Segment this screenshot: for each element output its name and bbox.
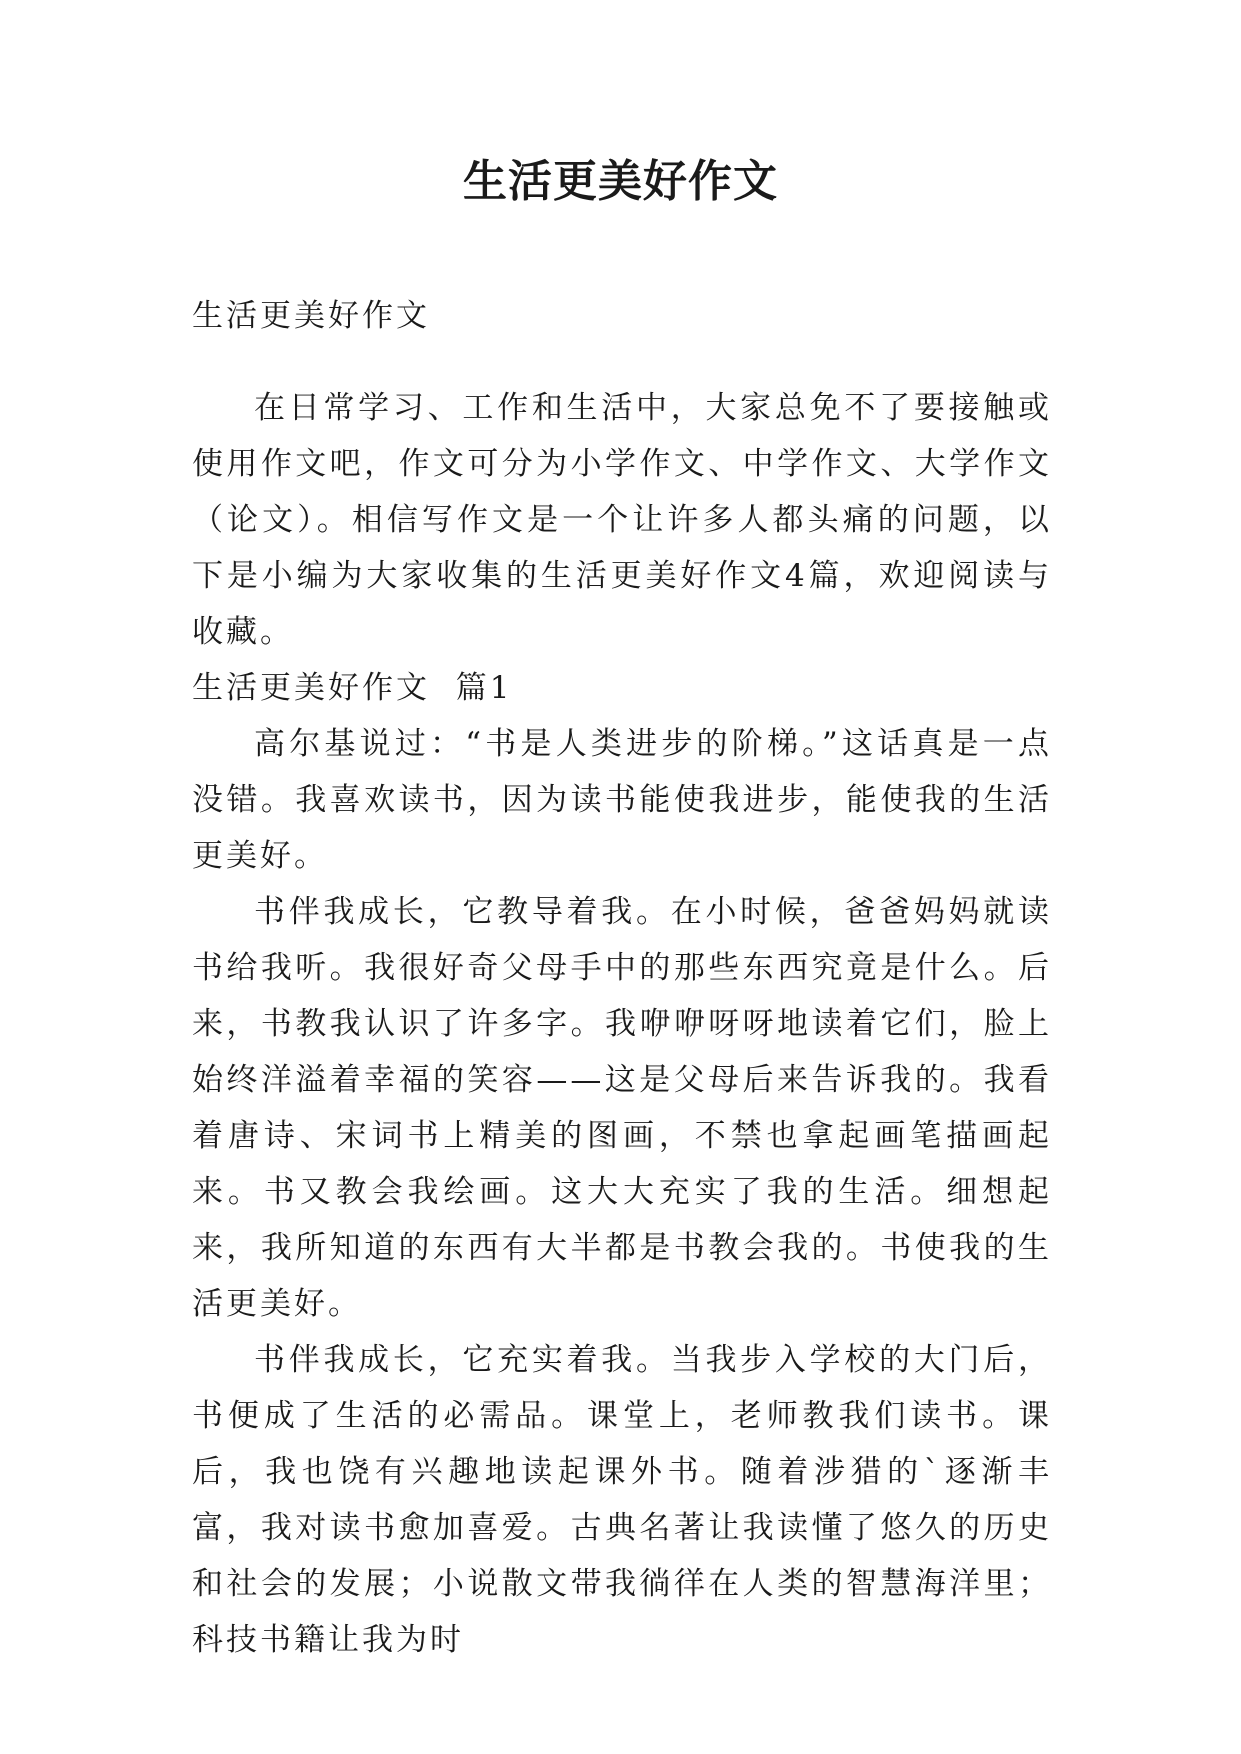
document-subtitle: 生活更美好作文 <box>192 298 430 334</box>
document-title: 生活更美好作文 <box>463 156 778 207</box>
intro-paragraph: 在日常学习、工作和生活中，大家总免不了要接触或使用作文吧，作文可分为小学作文、中学作文、大学作文（论文）。相信写作文是一个让许多人都头痛的问题，以下是小编为大家收集的生活更美好作文4篇，欢迎阅读与收藏。 <box>192 390 1052 650</box>
body-paragraph-1: 高尔基说过：“书是人类进步的阶梯。”这话真是一点没错。我喜欢读书，因为读书能使我进步，能使我的生活更美好。 <box>192 726 1052 874</box>
body-paragraph-3: 书伴我成长，它充实着我。当我步入学校的大门后，书便成了生活的必需品。课堂上，老师教我们读书。课后，我也饶有兴趣地读起课外书。随着涉猎的`逐渐丰富，我对读书愈加喜爱。古典名著让我读懂了悠久的历史和社会的发展；小说散文带我徜徉在人类的智慧海洋里；科技书籍让我为时 <box>192 1342 1052 1658</box>
section-heading: 生活更美好作文 篇1 <box>192 670 513 706</box>
body-paragraph-2: 书伴我成长，它教导着我。在小时候，爸爸妈妈就读书给我听。我很好奇父母手中的那些东西究竟是什么。后来，书教我认识了许多字。我咿咿呀呀地读着它们，脸上始终洋溢着幸福的笑容——这是父母后来告诉我的。我看着唐诗、宋词书上精美的图画，不禁也拿起画笔描画起来。书又教会我绘画。这大大充实了我的生活。细想起来，我所知道的东西有大半都是书教会我的。书使我的生活更美好。 <box>192 894 1052 1322</box>
document-body <box>192 288 1052 1668</box>
